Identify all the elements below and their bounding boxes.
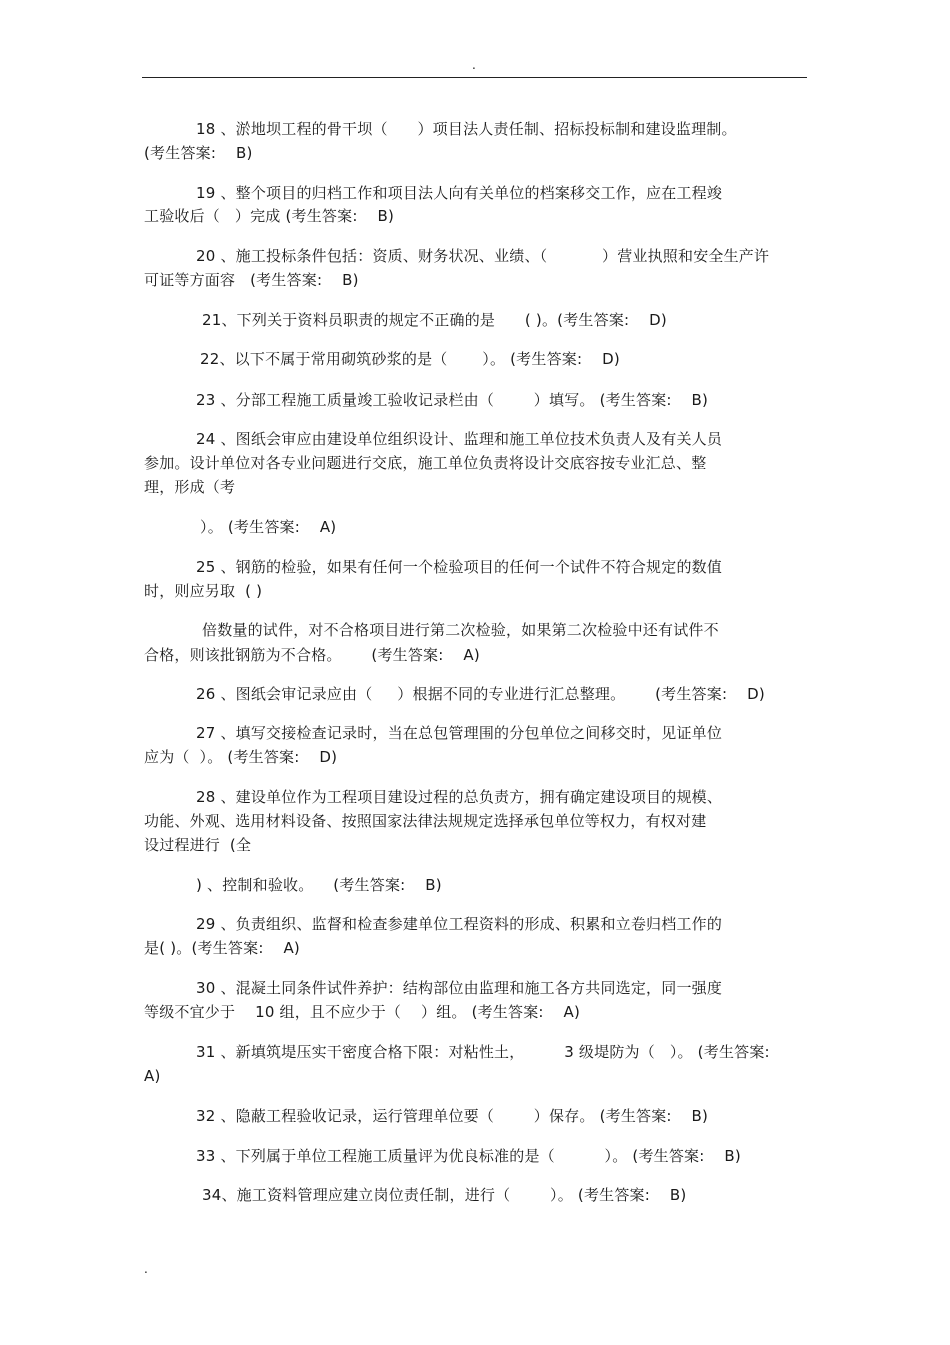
text-line: 34、施工资料管理应建立岗位责任制，进行（ ）。 (考生答案: B) xyxy=(202,1186,687,1204)
text-line: 31 、新填筑堤压实干密度合格下限：对粘性土， 3 级堤防为（ ）。 (考生答案: xyxy=(196,1043,770,1061)
text-line: 倍数量的试件，对不合格项目进行第二次检验，如果第二次检验中还有试件不 xyxy=(202,621,719,639)
footer-mark: . xyxy=(144,1262,148,1276)
text-line: 21、下列关于资料员职责的规定不正确的是 ( )。(考生答案: D) xyxy=(202,311,667,329)
text-line: 23 、分部工程施工质量竣工验收记录栏由（ ）填写。 (考生答案: B) xyxy=(196,391,709,409)
text-line: (考生答案: B) xyxy=(144,144,253,162)
text-line: 工验收后（ ）完成 (考生答案: B) xyxy=(144,207,394,225)
text-line: ) 、控制和验收。 (考生答案: B) xyxy=(196,876,442,894)
text-line: 20 、施工投标条件包括：资质、财务状况、业绩、（ ）营业执照和安全生产许 xyxy=(196,247,770,265)
header-rule xyxy=(142,77,807,78)
text-line: 18 、淤地坝工程的骨干坝（ ）项目法人责任制、招标投标制和建设监理制。 xyxy=(196,120,737,138)
text-line: 26 、图纸会审记录应由（ ）根据不同的专业进行汇总整理。 (考生答案: D) xyxy=(196,685,765,703)
header-mark: . xyxy=(472,58,476,72)
text-line: 25 、钢筋的检验，如果有任何一个检验项目的任何一个试件不符合规定的数值 xyxy=(196,558,723,576)
text-line: 24 、图纸会审应由建设单位组织设计、监理和施工单位技术负责人及有关人员 xyxy=(196,430,723,448)
text-line: 32 、隐蔽工程验收记录，运行管理单位要（ ）保存。 (考生答案: B) xyxy=(196,1107,709,1125)
text-line: 合格，则该批钢筋为不合格。 (考生答案: A) xyxy=(144,646,480,664)
text-line: 是( )。(考生答案: A) xyxy=(144,939,300,957)
text-line: 29 、负责组织、监督和检查参建单位工程资料的形成、积累和立卷归档工作的 xyxy=(196,915,723,933)
text-line: 功能、外观、选用材料设备、按照国家法律法规规定选择承包单位等权力，有权对建 xyxy=(144,812,707,830)
text-line: 22、以下不属于常用砌筑砂浆的是（ ）。 (考生答案: D) xyxy=(200,350,620,368)
text-line: 时，则应另取 ( ) xyxy=(144,582,263,600)
text-line: 参加。设计单位对各专业问题进行交底，施工单位负责将设计交底容按专业汇总、整 xyxy=(144,454,707,472)
text-line: ）。 (考生答案: A) xyxy=(200,518,337,536)
text-line: 等级不宜少于 10 组，且不应少于（ ）组。 (考生答案: A) xyxy=(144,1003,581,1021)
text-line: 27 、填写交接检查记录时，当在总包管理围的分包单位之间移交时，见证单位 xyxy=(196,724,723,742)
text-line: 19 、整个项目的归档工作和项目法人向有关单位的档案移交工作，应在工程竣 xyxy=(196,184,723,202)
text-line: 应为（ ）。 (考生答案: D) xyxy=(144,748,338,766)
text-line: 设过程进行 (全 xyxy=(144,836,252,854)
text-line: 可证等方面容 (考生答案: B) xyxy=(144,271,359,289)
text-line: 33 、下列属于单位工程施工质量评为优良标准的是（ ）。 (考生答案: B) xyxy=(196,1147,741,1165)
text-line: 28 、建设单位作为工程项目建设过程的总负责方，拥有确定建设项目的规模、 xyxy=(196,788,723,806)
text-line: A) xyxy=(144,1067,161,1085)
text-line: 30 、混凝土同条件试件养护：结构部位由监理和施工各方共同选定，同一强度 xyxy=(196,979,723,997)
text-line: 理，形成（考 xyxy=(144,478,236,496)
